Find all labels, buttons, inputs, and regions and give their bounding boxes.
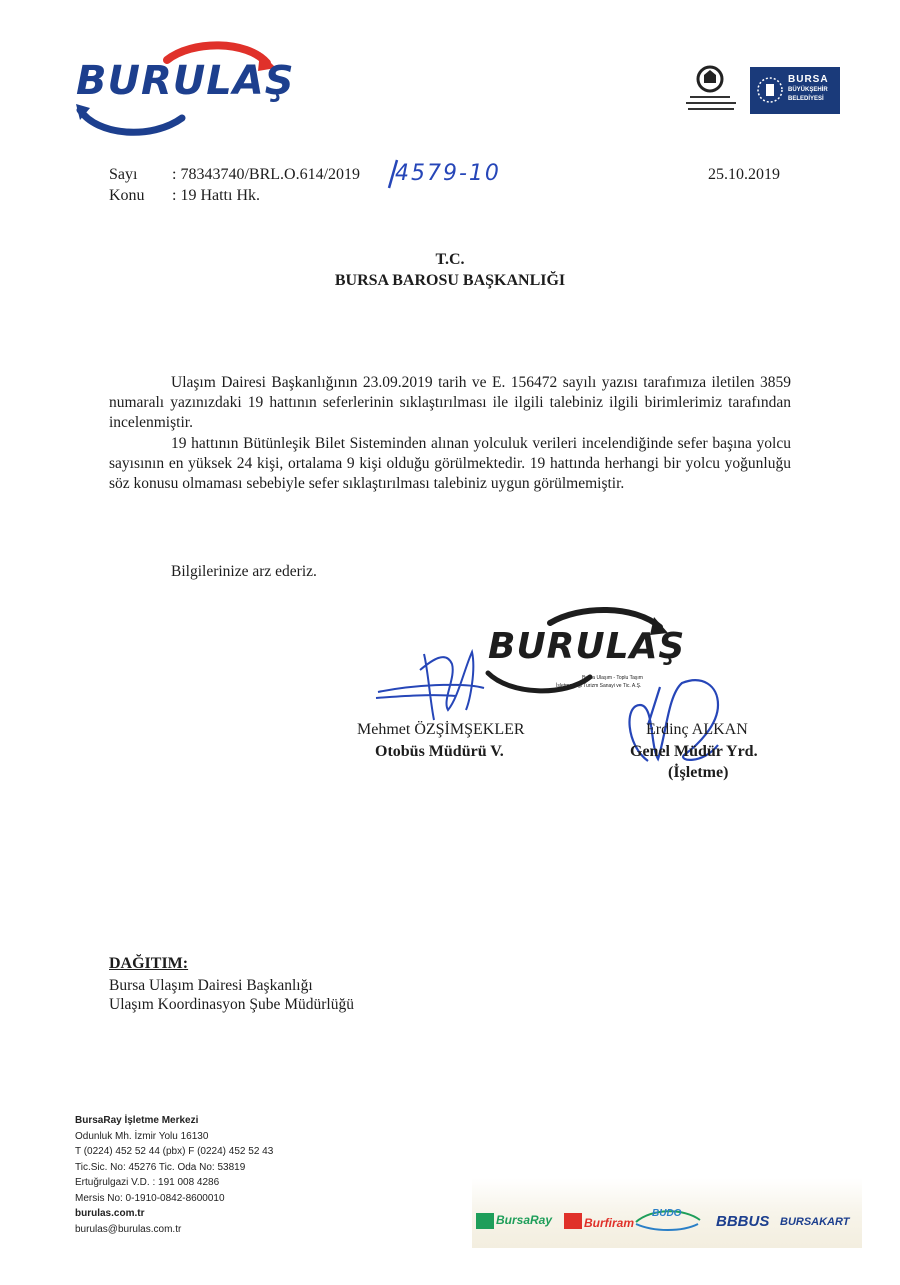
- brand-bursaray: BursaRay: [496, 1213, 553, 1227]
- right-signer-name: Erdinç ALKAN: [646, 721, 748, 738]
- body-paragraph-2: [109, 434, 791, 494]
- distribution-item-1: Bursa Ulaşım Dairesi Başkanlığı: [109, 977, 313, 994]
- brand-bbbus: BBBUS: [716, 1213, 770, 1230]
- handwritten-number: 4579-10: [395, 161, 501, 186]
- recipient-line-1: T.C.: [435, 251, 465, 268]
- stamp-subtext-2: İşletmeciliği Turizm Sanayi ve Tic. A.Ş.: [556, 683, 642, 689]
- sayi-value: : 78343740/BRL.O.614/2019: [172, 166, 361, 183]
- body-paragraph-2-text: 19 hattının Bütünleşik Bilet Sisteminden alınan yolculuk verileri incelendiğinde sefer başına yolcu sayısının en yüksek 24 kişi, ortalama 9 kişi olduğu görülmektedir. 19 hattında herhangi bir yolcu yoğunluğu söz konusu olmaması sebebiyle sefer sıklaştırılması talebiniz uygun görülmemiştir.: [109, 435, 791, 492]
- footer-address: [75, 1113, 375, 1237]
- municipality-line-1: BURSA: [788, 74, 829, 85]
- date: 25.10.2019: [708, 166, 780, 183]
- footer-office: BursaRay İşletme Merkezi: [75, 1115, 199, 1126]
- sayi-label: Sayı: [109, 166, 138, 183]
- left-signer-title: Otobüs Müdürü V.: [375, 743, 504, 760]
- distribution-heading: DAĞITIM:: [109, 955, 189, 972]
- right-signer-title: Genel Müdür Yrd.: [630, 743, 758, 760]
- distribution-item-2: Ulaşım Koordinasyon Şube Müdürlüğü: [109, 996, 354, 1013]
- footer-trade: Tic.Sic. No: 45276 Tic. Oda No: 53819: [75, 1161, 246, 1173]
- footer-tax: Ertuğrulgazi V.D. : 191 008 4286: [75, 1177, 220, 1188]
- footer-phone: T (0224) 452 52 44 (pbx) F (0224) 452 52 43: [75, 1146, 274, 1157]
- municipality-line-2: BÜYÜKŞEHİR: [788, 87, 828, 93]
- handwritten-reference: [385, 156, 515, 192]
- konu-value: : 19 Hattı Hk.: [172, 187, 260, 204]
- footer-web: burulas.com.tr: [75, 1208, 145, 1219]
- brand-burfiram: Burfiram: [584, 1216, 635, 1230]
- recipient-line-2: BURSA BAROSU BAŞKANLIĞI: [334, 272, 566, 289]
- left-signature: [372, 630, 502, 730]
- footer-email: burulas@burulas.com.tr: [75, 1223, 182, 1235]
- left-signer-name: Mehmet ÖZŞİMŞEKLER: [357, 721, 525, 738]
- bursaray-icon: [476, 1213, 494, 1229]
- footer-mersis: Mersis No: 0-1910-0842-8600010: [75, 1192, 225, 1204]
- burulas-logo: [72, 38, 295, 138]
- footer-brand-strip: [472, 1178, 862, 1248]
- body-paragraph-1-text: Ulaşım Dairesi Başkanlığının 23.09.2019 tarih ve E. 156472 sayılı yazısı tarafımıza iletilen 3859 numaralı yazınızdaki 19 hattının seferlerinin sıklaştırılması ile ilgili talebiniz ilgili birimlerimiz tarafından incelenmiştir.: [109, 374, 791, 431]
- brand-bursakart: BURSAKART: [780, 1216, 850, 1228]
- municipality-line-3: BELEDİYESİ: [788, 96, 824, 102]
- konu-label: Konu: [109, 187, 145, 204]
- burfiram-icon: [564, 1213, 582, 1229]
- unesco-emblem-icon: [684, 62, 740, 118]
- footer-address-line: Odunluk Mh. İzmir Yolu 16130: [75, 1130, 209, 1142]
- burulas-logo-text: BURULAŞ: [76, 58, 295, 104]
- stamp-logo-text: BURULAŞ: [488, 626, 686, 667]
- closing-text: Bilgilerinize arz ederiz.: [171, 563, 317, 580]
- municipality-emblem-icon: [755, 74, 785, 106]
- body-paragraph-1: [109, 373, 791, 433]
- brand-budo: BUDO: [652, 1208, 682, 1219]
- stamp-subtext-1: Bursa Ulaşım - Toplu Taşım: [582, 675, 643, 681]
- right-signer-subtitle: (İşletme): [668, 764, 729, 781]
- bursa-municipality-badge: [750, 67, 840, 114]
